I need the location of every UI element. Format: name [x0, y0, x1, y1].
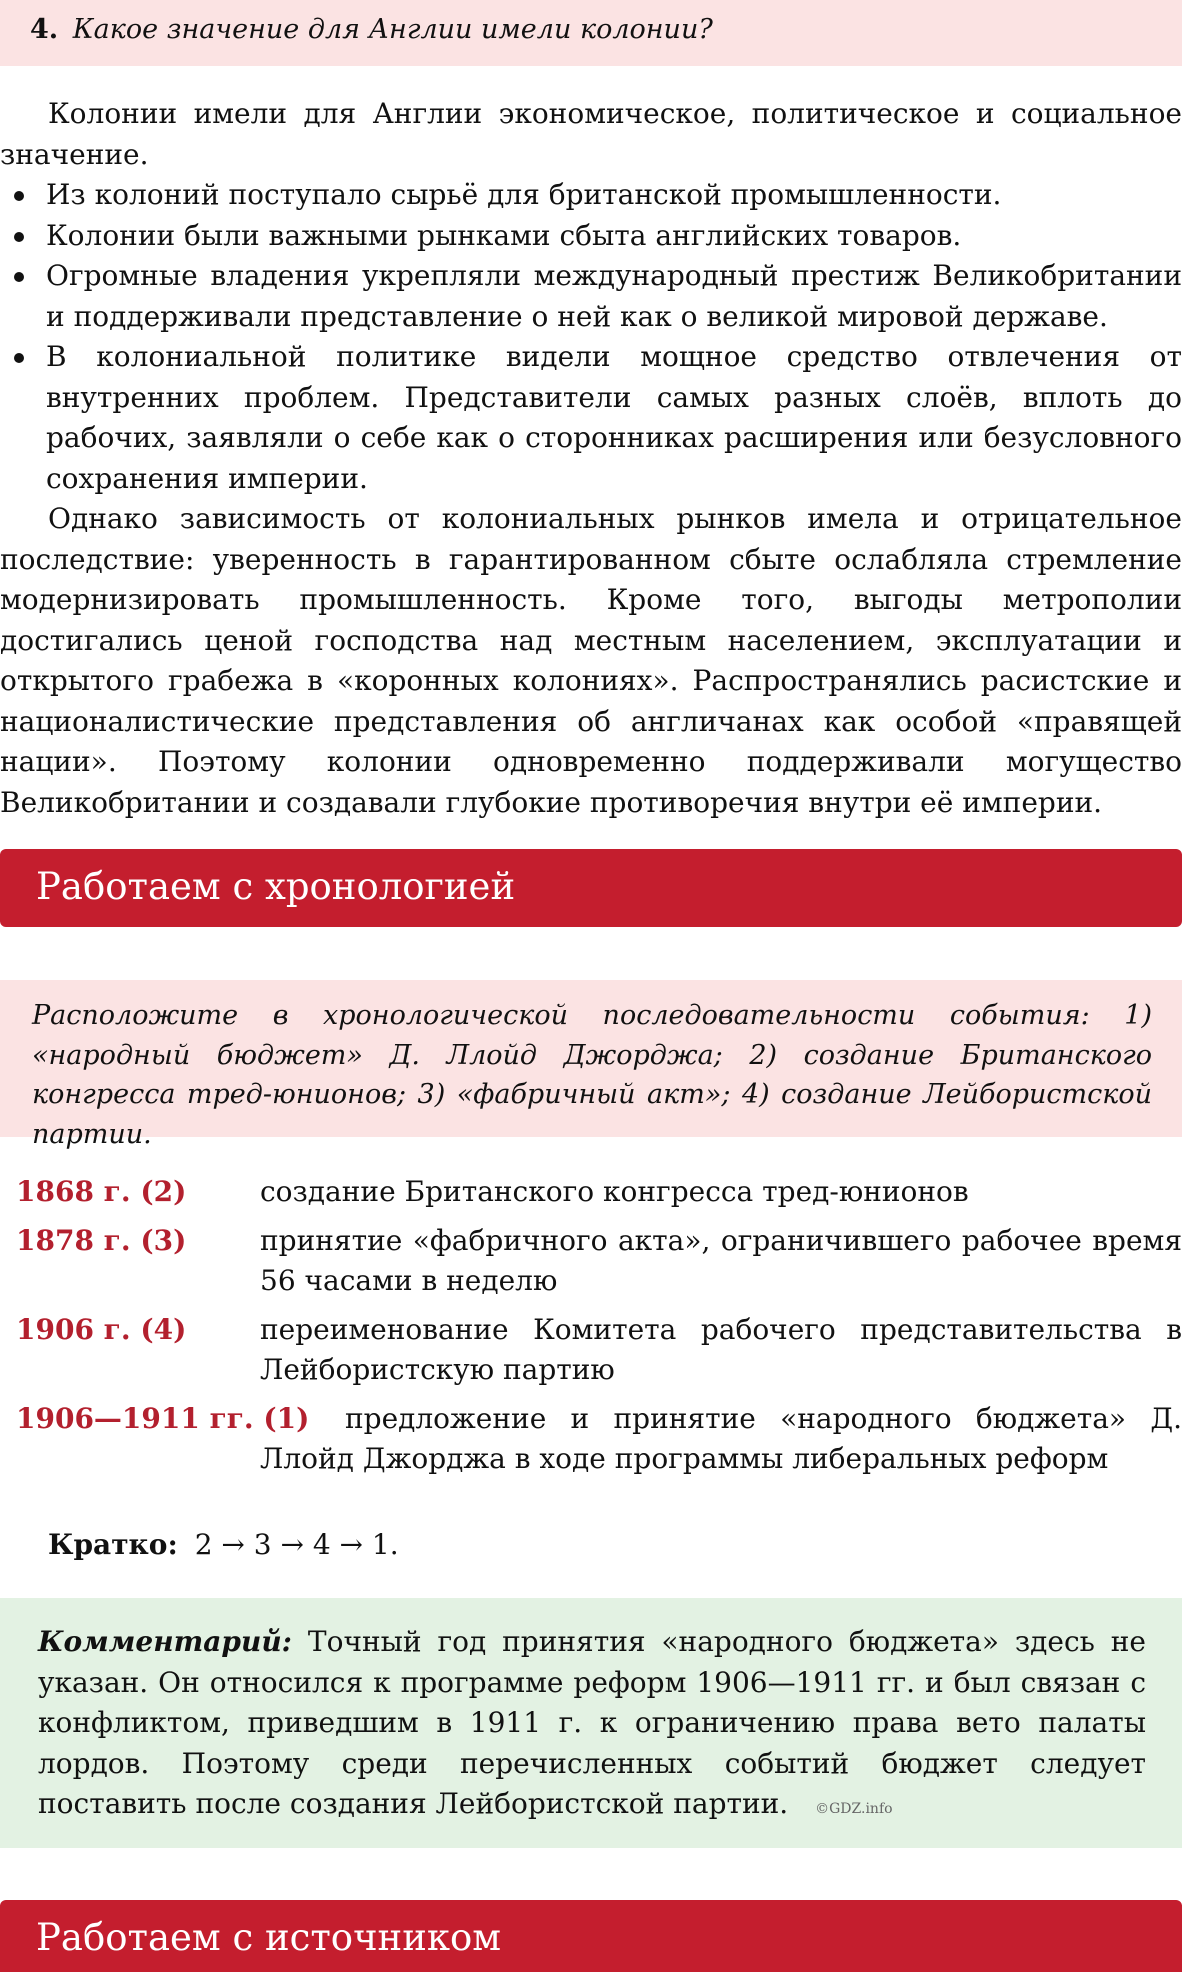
- summary: [48, 1528, 399, 1561]
- intro-paragraph: Колонии имели для Англии экономическое, политическое и социальное значение.: [0, 97, 1182, 171]
- timeline-description: принятие «фабричного акта», ограничившего рабочее время 56 часами в неделю: [260, 1223, 1182, 1297]
- bullet-item: В колониальной политике видели мощное средство отвлечения от внутренних проблем. Представители самых разных слоёв, вплоть до рабочих, заявляли о себе как о сторонниках расширения или безусловного сохранения империи.: [0, 337, 1182, 499]
- question-box: [0, 0, 1182, 66]
- summary-label: Кратко:: [48, 1528, 178, 1561]
- timeline-description: предложение и принятие «народного бюджета» Д. Ллойд Джорджа в ходе программы либеральных реформ: [260, 1401, 1182, 1475]
- bullet-item: Колонии были важными рынками сбыта английских товаров.: [0, 216, 1182, 257]
- section-header-chronology: Работаем с хронологией: [0, 849, 1182, 927]
- bullet-item: Огромные владения укрепляли международный престиж Великобритании и поддерживали представление о ней как о великой мировой державе.: [0, 256, 1182, 337]
- task-box: Расположите в хронологической последовательности события: 1) «народный бюджет» Д. Ллойд Джорджа; 2) создание Британского конгресса тред-юнионов; 3) «фабричный акт»; 4) создание Лейбористской партии.: [0, 980, 1182, 1137]
- watermark-text: ©GDZ.info: [815, 1801, 893, 1817]
- timeline: [0, 1172, 1182, 1488]
- timeline-date: 1906 г. (4): [16, 1312, 187, 1346]
- summary-value: 2 → 3 → 4 → 1.: [194, 1528, 399, 1561]
- timeline-row: [0, 1310, 1182, 1391]
- timeline-row: [0, 1172, 1182, 1213]
- question-text: Какое значение для Англии имели колонии?: [72, 14, 713, 45]
- timeline-description: переименование Комитета рабочего представительства в Лейбористскую партию: [260, 1312, 1182, 1386]
- timeline-description: создание Британского конгресса тред-юнионов: [260, 1175, 969, 1208]
- comment-box: [0, 1598, 1182, 1848]
- bullet-item: Из колоний поступало сырьё для британской промышленности.: [0, 175, 1182, 216]
- timeline-row: [0, 1221, 1182, 1302]
- question-number: 4.: [30, 14, 59, 45]
- timeline-date: 1906—1911 гг. (1): [16, 1401, 310, 1435]
- answer-text: [0, 94, 1182, 823]
- comment-label: Комментарий:: [38, 1625, 293, 1658]
- bullet-list: [0, 175, 1182, 499]
- timeline-row: [0, 1399, 1182, 1480]
- conclusion-paragraph: Однако зависимость от колониальных рынков имела и отрицательное последствие: уверенность в гарантированном сбыте ослабляла стремление модернизировать промышленность. Кроме того, выгоды метрополии достигались ценой господства над местным населением, эксплуатации и открытого грабежа в «коронных колониях». Распространялись расистские и националистические представления об англичанах как особой «правящей нации». Поэтому колонии одновременно поддерживали могущество Великобритании и создавали глубокие противоречия внутри её империи.: [0, 502, 1182, 819]
- section-header-source: Работаем с источником: [0, 1900, 1182, 1972]
- timeline-date: 1878 г. (3): [16, 1223, 187, 1257]
- comment-text: Точный год принятия «народного бюджета» здесь не указан. Он относился к программе реформ 1906—1911 гг. и был связан с конфликтом, приведшим в 1911 г. к ограничению права вето палаты лордов. Поэтому среди перечисленных событий бюджет следует поставить после создания Лейбористской партии.: [38, 1625, 1146, 1820]
- timeline-date: 1868 г. (2): [16, 1175, 187, 1208]
